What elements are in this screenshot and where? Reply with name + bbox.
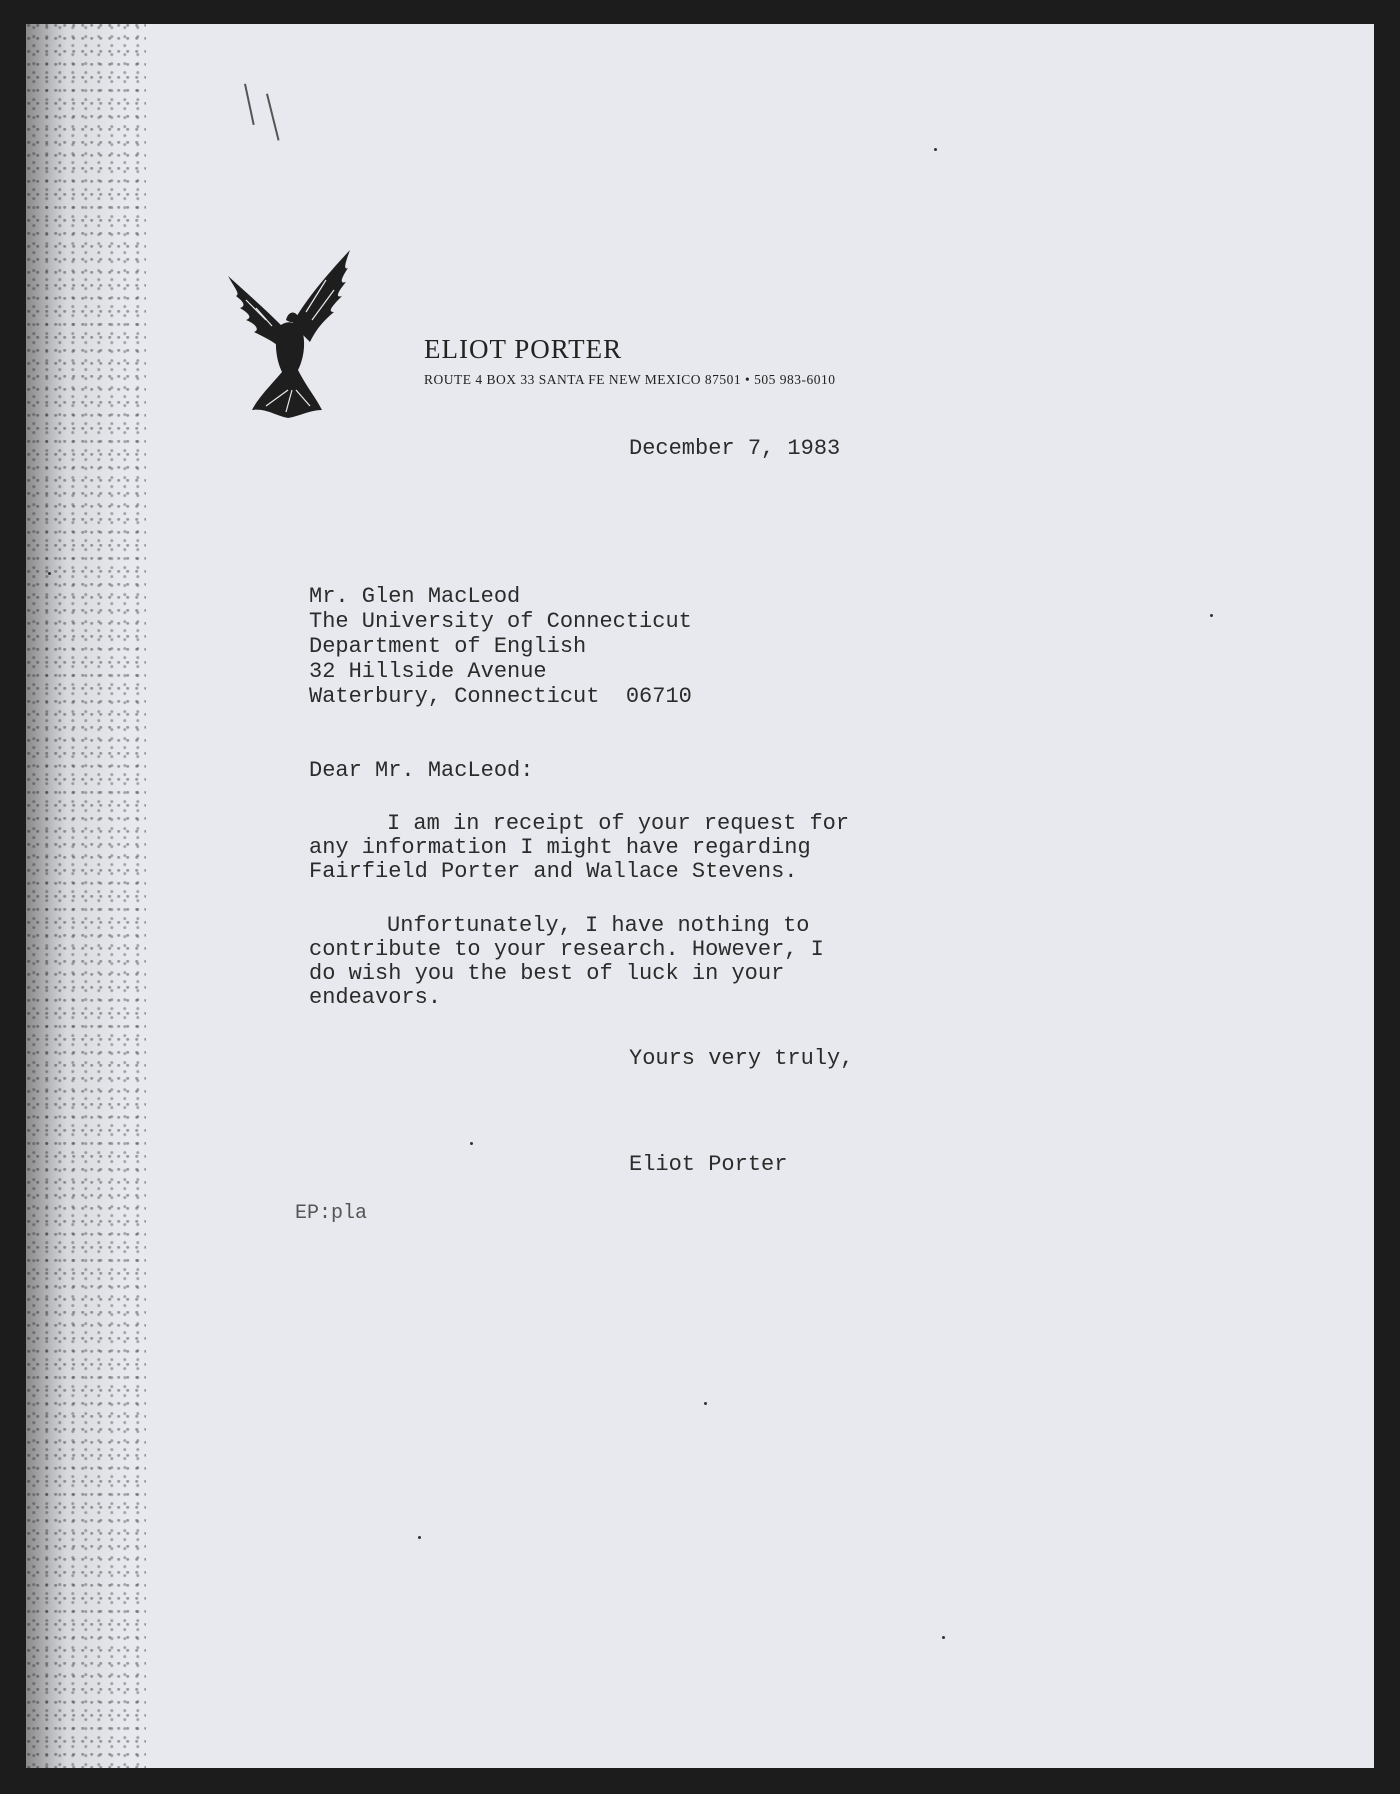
recipient-department: Department of English [309, 634, 587, 659]
dust-speck [1210, 614, 1213, 617]
dust-speck [48, 572, 51, 575]
pen-mark [244, 84, 255, 125]
recipient-address-block [309, 584, 692, 709]
salutation: Dear Mr. MacLeod: [309, 758, 534, 783]
complimentary-closing: Yours very truly, [629, 1046, 854, 1071]
recipient-name: Mr. Glen MacLeod [309, 584, 521, 609]
recipient-institution: The University of Connecticut [309, 609, 692, 634]
dust-speck [704, 1402, 707, 1405]
signer-name: Eliot Porter [629, 1152, 788, 1177]
dust-speck [942, 1636, 945, 1639]
letterhead-address: ROUTE 4 BOX 33 SANTA FE NEW MEXICO 87501 • 505 983-6010 [424, 372, 836, 387]
letter-date: December 7, 1983 [629, 436, 841, 461]
letterhead-name: ELIOT PORTER [424, 334, 623, 364]
scan-edge-smudge [26, 24, 146, 1768]
dust-speck [470, 1142, 473, 1145]
recipient-street: 32 Hillside Avenue [309, 659, 547, 684]
dust-speck [934, 148, 937, 151]
letter-page [26, 24, 1374, 1768]
eagle-icon [226, 250, 356, 420]
reference-initials: EP:pla [295, 1202, 368, 1225]
body-paragraph-1: I am in receipt of your request for any information I might have regarding Fairfield Porter and Wallace Stevens. [309, 811, 850, 884]
dust-speck [418, 1536, 421, 1539]
body-paragraph-2: Unfortunately, I have nothing to contribute to your research. However, I do wish you the best of luck in your endeavors. [309, 913, 824, 1010]
recipient-city: Waterbury, Connecticut 06710 [309, 684, 692, 709]
pen-mark [266, 94, 280, 141]
